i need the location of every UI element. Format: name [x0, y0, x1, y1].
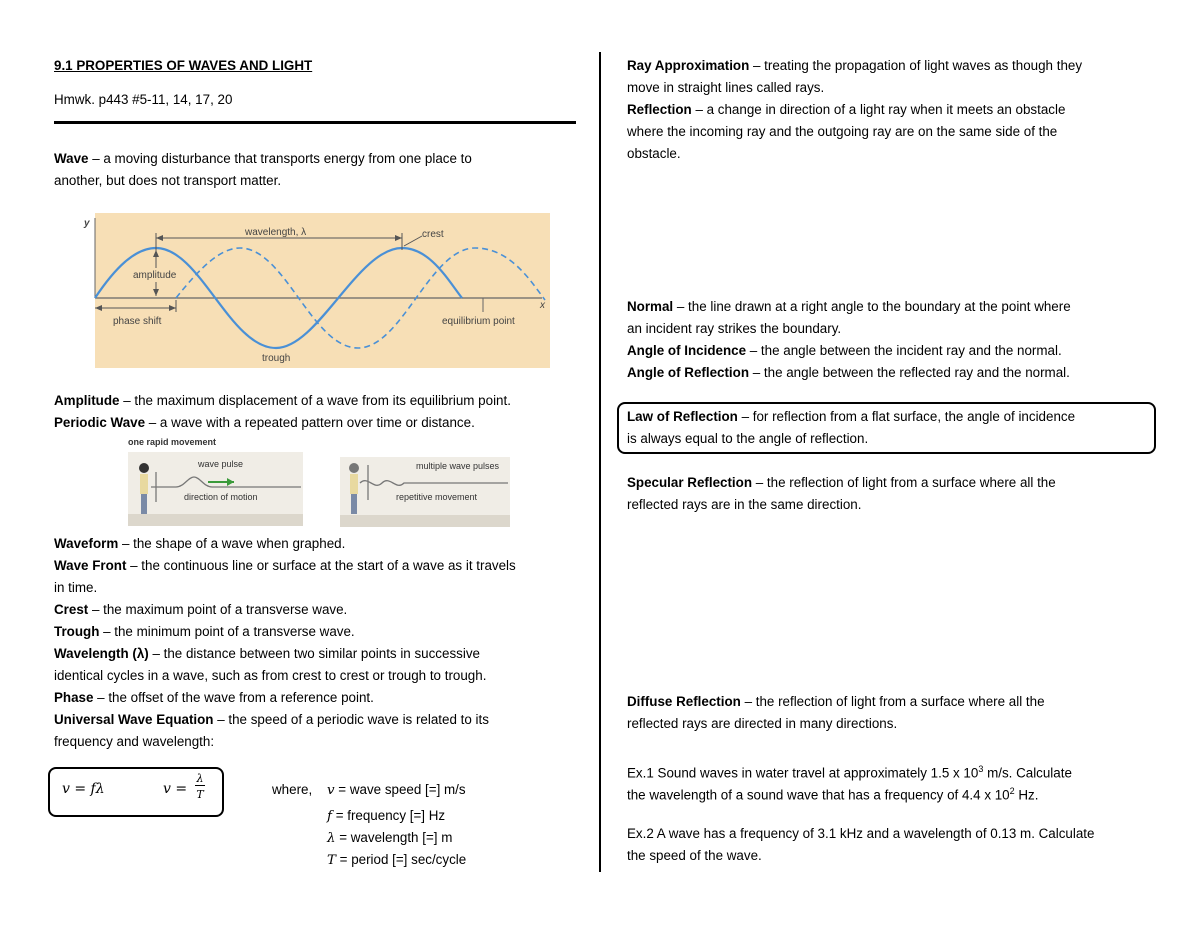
wavefront-definition: Wave Front – the continuous line or surface at the start of a wave as it travels — [54, 558, 516, 573]
where-label: where, — [272, 782, 313, 797]
var-f: f = frequency [=] Hz — [327, 808, 446, 824]
ray-approximation-definition: Ray Approximation – treating the propagation of light waves as though they — [627, 58, 1083, 73]
page-title: 9.1 PROPERTIES OF WAVES AND LIGHT — [54, 58, 313, 73]
equation-1: v = fλ — [62, 781, 105, 797]
angle-reflection-definition: Angle of Reflection – the angle between the reflected ray and the normal. — [627, 365, 1070, 380]
normal-definition-cont: an incident ray strikes the boundary. — [627, 321, 842, 336]
var-v: v = wave speed [=] m/s — [327, 782, 466, 798]
diffuse-reflection-cont: reflected rays are directed in many directions. — [627, 716, 898, 731]
wavelength-definition: Wavelength (λ) – the distance between two similar points in successive — [54, 646, 480, 661]
equilibrium-label: equilibrium point — [442, 316, 515, 327]
y-axis-label: y — [84, 218, 90, 229]
homework-text: Hmwk. p443 #5-11, 14, 17, 20 — [54, 92, 233, 107]
reflection-definition-cont2: obstacle. — [627, 146, 681, 161]
var-lambda: λ = wavelength [=] m — [327, 830, 453, 846]
wave-pulse-label: wave pulse — [198, 459, 244, 469]
repetitive-label: repetitive movement — [396, 492, 478, 502]
crest-label: crest — [422, 229, 444, 240]
normal-definition: Normal – the line drawn at a right angle to the boundary at the point where — [627, 299, 1071, 314]
trough-label: trough — [262, 353, 291, 364]
equation-2-denominator: T — [196, 788, 204, 801]
waveform-definition: Waveform – the shape of a wave when graphed. — [54, 536, 346, 551]
example-1-cont: the wavelength of a sound wave that has a frequency of 4.4 x $10^2$ Hz. — [627, 786, 1039, 803]
wavelength-definition-cont: identical cycles in a wave, such as from crest to crest or trough to trough. — [54, 668, 487, 683]
uwe-definition-cont: frequency and wavelength: — [54, 734, 215, 749]
periodic-wave-definition: Periodic Wave – a wave with a repeated pattern over time or distance. — [54, 415, 475, 430]
pulse-caption: one rapid movement — [128, 437, 217, 447]
header-divider — [54, 121, 576, 124]
wavelength-label: wavelength, λ — [245, 227, 307, 238]
wave-definition-cont: another, but does not transport matter. — [54, 173, 282, 188]
law-of-reflection-definition: Law of Reflection – for reflection from a flat surface, the angle of incidence — [627, 409, 1076, 424]
direction-label: direction of motion — [184, 492, 258, 502]
example-2-cont: the speed of the wave. — [627, 848, 762, 863]
wave-pulse-figure — [126, 450, 306, 530]
angle-incidence-definition: Angle of Incidence – the angle between the incident ray and the normal. — [627, 343, 1062, 358]
example-1: Ex.1 Sound waves in water travel at approximately 1.5 x $10^3$ m/s. Calculate — [627, 764, 1072, 781]
var-t: T = period [=] sec/cycle — [327, 852, 467, 868]
specular-reflection-cont: reflected rays are in the same direction. — [627, 497, 862, 512]
x-axis-label: x — [540, 300, 545, 311]
reflection-definition: Reflection – a change in direction of a light ray when it meets an obstacle — [627, 102, 1066, 117]
diffuse-reflection-definition: Diffuse Reflection – the reflection of light from a surface where all the — [627, 694, 1045, 709]
multiple-pulses-figure — [338, 455, 513, 530]
phase-definition: Phase – the offset of the wave from a reference point. — [54, 690, 374, 705]
reflection-definition-cont: where the incoming ray and the outgoing ray are on the same side of the — [627, 124, 1058, 139]
law-of-reflection-cont: is always equal to the angle of reflection. — [627, 431, 869, 446]
multiple-pulses-label: multiple wave pulses — [416, 461, 500, 471]
equation-2-left: v = — [163, 781, 188, 797]
example-2: Ex.2 A wave has a frequency of 3.1 kHz and a wavelength of 0.13 m. Calculate — [627, 826, 1095, 841]
phase-shift-label: phase shift — [113, 316, 162, 327]
wave-definition: Wave – a moving disturbance that transports energy from one place to — [54, 151, 472, 166]
equation-2-numerator: λ — [196, 772, 204, 785]
amplitude-label: amplitude — [133, 270, 177, 281]
amplitude-definition: Amplitude – the maximum displacement of a wave from its equilibrium point. — [54, 393, 511, 408]
specular-reflection-definition: Specular Reflection – the reflection of light from a surface where all the — [627, 475, 1056, 490]
crest-definition: Crest – the maximum point of a transverse wave. — [54, 602, 348, 617]
uwe-definition: Universal Wave Equation – the speed of a periodic wave is related to its — [54, 712, 489, 727]
wave-diagram — [80, 210, 555, 370]
wavefront-definition-cont: in time. — [54, 580, 98, 595]
ray-approximation-cont: move in straight lines called rays. — [627, 80, 825, 95]
column-divider — [599, 52, 601, 872]
trough-definition: Trough – the minimum point of a transverse wave. — [54, 624, 355, 639]
